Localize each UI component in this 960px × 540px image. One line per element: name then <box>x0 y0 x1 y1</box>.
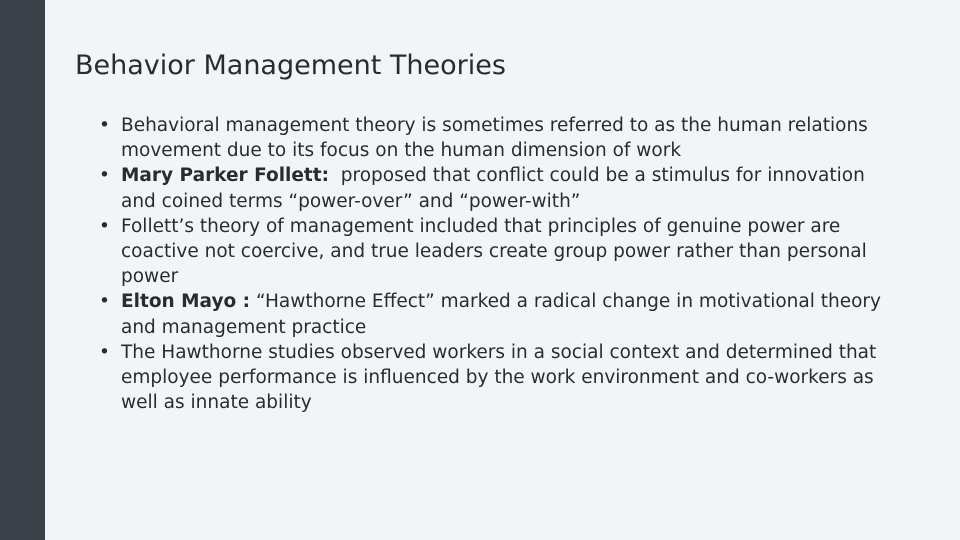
bullet-item-2 <box>99 163 889 213</box>
bullet-dot-icon: • <box>99 215 110 237</box>
bullet-item-5 <box>99 340 889 416</box>
bullet-item-1 <box>99 113 889 163</box>
bullet-text: Follett’s theory of management included that principles of genuine power are coactive not coercive, and true leaders create group power rather than personal power <box>121 215 867 288</box>
bullet-text: “Hawthorne Effect” marked a radical change in motivational theory and management practice <box>121 291 887 338</box>
bullet-dot-icon: • <box>99 115 110 136</box>
bullet-text: The Hawthorne studies observed workers in a social context and determined that employee performance is influenced by the work environment and co-workers as well as innate ability <box>121 341 877 414</box>
slide-title: Behavior Management Theories <box>75 50 506 81</box>
bullet-text: proposed that conflict could be a stimulus for innovation and coined terms “power-over” and “power-with” <box>121 165 871 212</box>
bullet-dot-icon: • <box>99 341 110 363</box>
bullet-dot-icon: • <box>99 165 110 187</box>
left-accent-bar <box>0 0 45 540</box>
bullet-item-4 <box>99 289 889 339</box>
bullet-lead: Mary Parker Follett: <box>121 165 330 187</box>
bullet-dot-icon: • <box>99 291 110 313</box>
bullet-text: Behavioral management theory is sometimes referred to as the human relations movement due to its focus on the human dimension of work <box>121 115 868 162</box>
bullet-lead: Elton Mayo : <box>121 291 251 313</box>
bullet-list <box>99 113 889 415</box>
bullet-item-3 <box>99 214 889 290</box>
